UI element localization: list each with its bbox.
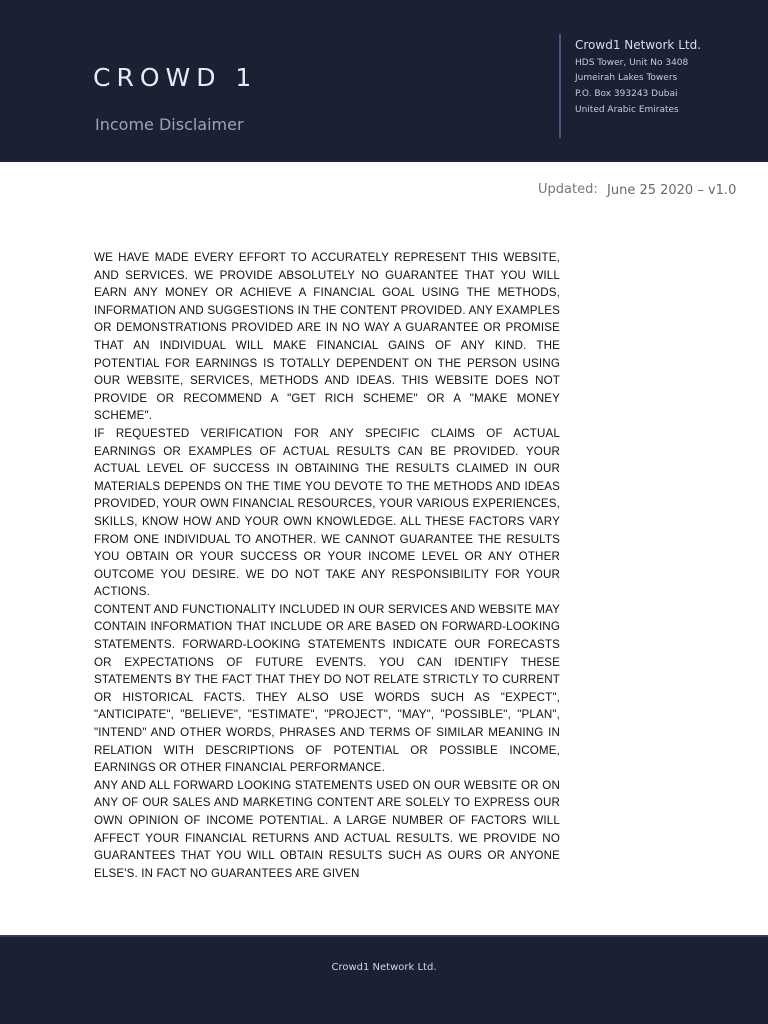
footer-company-name: Crowd1 Network Ltd. xyxy=(331,962,437,973)
crowd1-logo: CROWD 1 xyxy=(93,63,258,92)
page-header xyxy=(0,0,768,162)
document-title: Income Disclaimer xyxy=(95,115,244,134)
disclaimer-paragraph: CONTENT AND FUNCTIONALITY INCLUDED IN OUR SERVICES AND WEBSITE MAY CONTAIN INFORMATION THAT INCLUDE OR ARE BASED ON FORWARD-LOOKING STATEMENTS. FORWARD-LOOKING STATEMENTS INDICATE OUR FORECASTS OR EXPECTATIONS OF FUTURE EVENTS. YOU CAN IDENTIFY THESE STATEMENTS BY THE FACT THAT THEY DO NOT RELATE STRICTLY TO CURRENT OR HISTORICAL FACTS. THEY ALSO USE WORDS SUCH AS "EXPECT", "ANTICIPATE", "BELIEVE", "ESTIMATE", "PROJECT", "MAY", "POSSIBLE", "PLAN", "INTEND" AND OTHER WORDS, PHRASES AND TERMS OF SIMILAR MEANING IN RELATION WITH DESCRIPTIONS OF POTENTIAL OR POSSIBLE INCOME, EARNINGS OR OTHER FINANCIAL PERFORMANCE. xyxy=(94,602,560,775)
address-line: Jumeirah Lakes Towers xyxy=(575,73,678,83)
address-line: HDS Tower, Unit No 3408 xyxy=(575,58,689,68)
footer-divider xyxy=(0,935,768,937)
header-divider xyxy=(559,34,561,138)
disclaimer-paragraph: ANY AND ALL FORWARD LOOKING STATEMENTS USED ON OUR WEBSITE OR ON ANY OF OUR SALES AND MARKETING CONTENT ARE SOLELY TO EXPRESS OUR OWN OPINION OF INCOME POTENTIAL. A LARGE NUMBER OF FACTORS WILL AFFECT YOUR FINANCIAL RETURNS AND ACTUAL RESULTS. WE PROVIDE NO GUARANTEES THAT YOU WILL OBTAIN RESULTS SUCH AS OURS OR ANYONE ELSE'S. IN FACT NO GUARANTEES ARE GIVEN xyxy=(94,778,560,880)
disclaimer-paragraph: IF REQUESTED VERIFICATION FOR ANY SPECIFIC CLAIMS OF ACTUAL EARNINGS OR EXAMPLES OF ACTUAL RESULTS CAN BE PROVIDED. YOUR ACTUAL LEVEL OF SUCCESS IN OBTAINING THE RESULTS CLAIMED IN OUR MATERIALS DEPENDS ON THE TIME YOU DEVOTE TO THE METHODS AND IDEAS PROVIDED, YOUR OWN FINANCIAL RESOURCES, YOUR VARIOUS EXPERIENCES, SKILLS, KNOW HOW AND YOUR OWN KNOWLEDGE. ALL THESE FACTORS VARY FROM ONE INDIVIDUAL TO ANOTHER. WE CANNOT GUARANTEE THE RESULTS YOU OBTAIN OR YOUR SUCCESS OR YOUR INCOME LEVEL OR ANY OTHER OUTCOME YOU DESIRE. WE DO NOT TAKE ANY RESPONSIBILITY FOR YOUR ACTIONS. xyxy=(94,426,560,599)
page-footer xyxy=(0,935,768,1024)
updated-date-version: June 25 2020 – v1.0 xyxy=(607,183,737,198)
address-line: P.O. Box 393243 Dubai xyxy=(575,89,678,99)
company-name: Crowd1 Network Ltd. xyxy=(575,38,702,52)
updated-label: Updated: xyxy=(538,182,598,197)
address-line: United Arabic Emirates xyxy=(575,105,679,115)
disclaimer-body xyxy=(94,249,560,882)
disclaimer-paragraph: WE HAVE MADE EVERY EFFORT TO ACCURATELY REPRESENT THIS WEBSITE, AND SERVICES. WE PROVIDE ABSOLUTELY NO GUARANTEE THAT YOU WILL EARN ANY MONEY OR ACHIEVE A FINANCIAL GOAL USING THE METHODS, INFORMATION AND SUGGESTIONS IN THE CONTENT PROVIDED. ANY EXAMPLES OR DEMONSTRATIONS PROVIDED ARE IN NO WAY A GUARANTEE OR PROMISE THAT AN INDIVIDUAL WILL MAKE FINANCIAL GAINS OF ANY KIND. THE POTENTIAL FOR EARNINGS IS TOTALLY DEPENDENT ON THE PERSON USING OUR WEBSITE, SERVICES, METHODS AND IDEAS. THIS WEBSITE DOES NOT PROVIDE OR RECOMMEND A "GET RICH SCHEME" OR A "MAKE MONEY SCHEME". xyxy=(94,251,560,423)
